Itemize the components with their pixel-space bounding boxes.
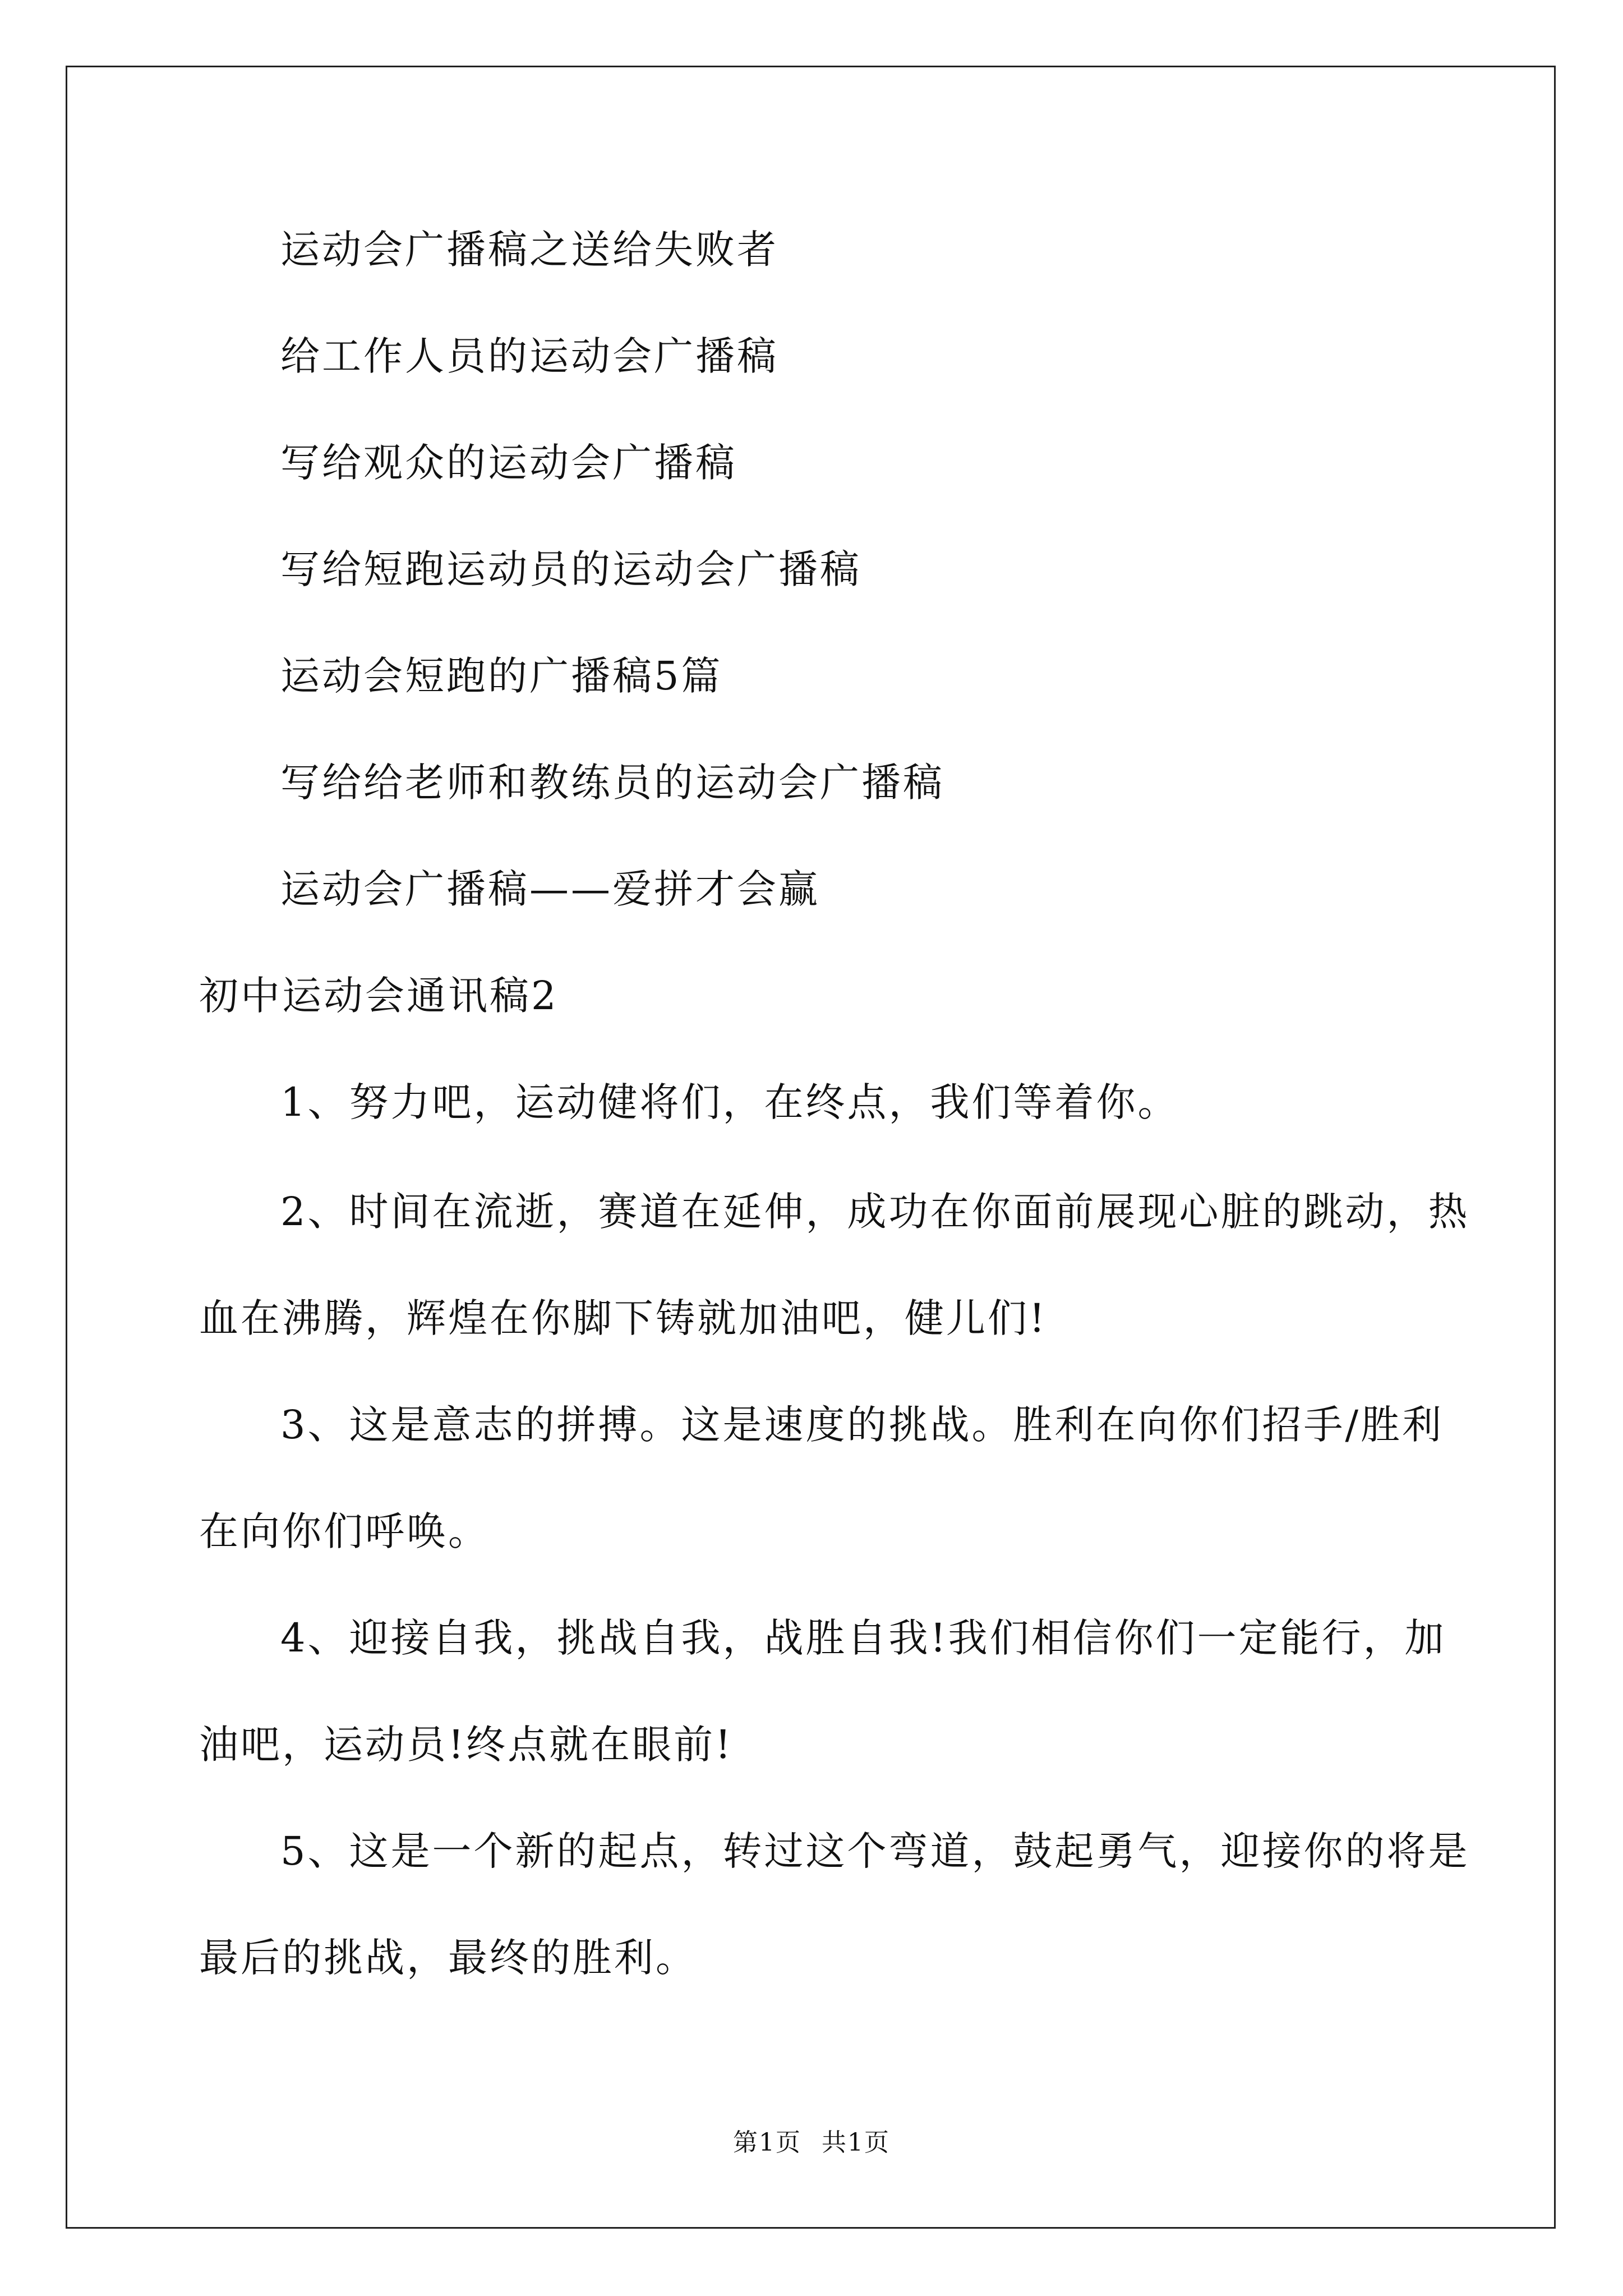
paragraph-line: 2、时间在流逝，赛道在延伸，成功在你面前展现心脏的跳动，热 <box>280 1189 1470 1235</box>
page-number: 第1页 <box>733 2128 801 2157</box>
related-title: 给工作人员的运动会广播稿 <box>280 333 778 379</box>
related-title: 写给给老师和教练员的运动会广播稿 <box>280 760 944 806</box>
paragraph-line: 4、迎接自我，挑战自我，战胜自我!我们相信你们一定能行，加 <box>280 1615 1446 1661</box>
paragraph-line: 在向你们呼唤。 <box>199 1508 490 1554</box>
related-title: 写给短跑运动员的运动会广播稿 <box>280 546 861 592</box>
related-title: 写给观众的运动会广播稿 <box>280 440 737 486</box>
paragraph-line: 油吧，运动员!终点就在眼前! <box>199 1722 734 1768</box>
paragraph-line: 3、这是意志的拼搏。这是速度的挑战。胜利在向你们招手/胜利 <box>280 1402 1444 1448</box>
related-title: 运动会广播稿——爱拼才会赢 <box>280 866 820 912</box>
page-footer <box>0 2126 1623 2160</box>
related-title: 运动会短跑的广播稿5篇 <box>280 653 723 699</box>
paragraph-line: 5、这是一个新的起点，转过这个弯道，鼓起勇气，迎接你的将是 <box>280 1828 1470 1874</box>
page-total: 共1页 <box>822 2128 890 2157</box>
paragraph-line: 1、努力吧，运动健将们，在终点，我们等着你。 <box>280 1079 1179 1125</box>
paragraph-line: 血在沸腾，辉煌在你脚下铸就加油吧，健儿们! <box>199 1295 1048 1341</box>
related-title: 运动会广播稿之送给失败者 <box>280 227 778 273</box>
paragraph-line: 最后的挑战，最终的胜利。 <box>199 1935 697 1981</box>
section-heading: 初中运动会通讯稿2 <box>199 973 559 1019</box>
